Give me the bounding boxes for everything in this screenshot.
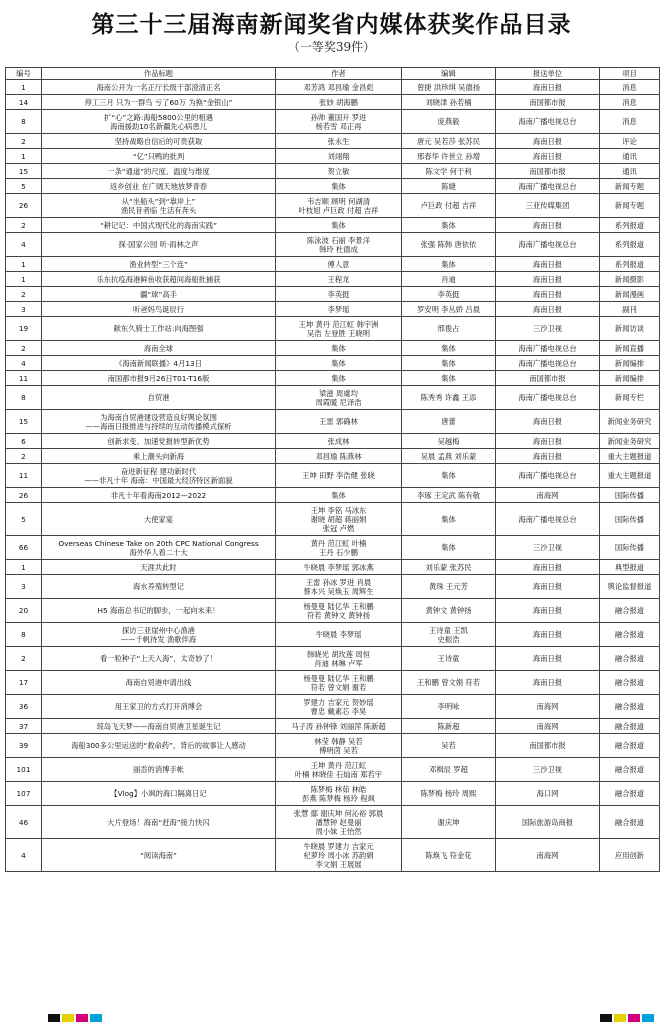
submitting-unit: 南国都市报 [496, 164, 600, 179]
author-names: 牛晓晨 李梦瑶 [276, 623, 402, 647]
work-title: Overseas Chinese Take on 20th CPC National Congress 海外华人看二十大 [42, 536, 276, 560]
editor-names: 邢春华 许世立 孙增 [402, 149, 496, 164]
table-row [6, 371, 660, 386]
table-row [6, 134, 660, 149]
work-title: 海船300多公里运送的“救命药”，背后的故事让人感动 [42, 734, 276, 758]
editor-names: 刘乐蒙 张苏民 [402, 560, 496, 575]
submitting-unit: 海南日报 [496, 302, 600, 317]
work-title: 停工三月 只为一群鸟 亏了60万 为换“金银山” [42, 95, 276, 110]
table-row [6, 317, 660, 341]
award-category: 新闻编排 [600, 371, 660, 386]
work-title: “耕记记：中国式现代化的海南实践” [42, 218, 276, 233]
editor-names: 陈婕 [402, 179, 496, 194]
table-row [6, 806, 660, 839]
submitting-unit: 海南日报 [496, 623, 600, 647]
row-number: 4 [6, 839, 42, 872]
work-title: 一条“通道”的尺度、温度与维度 [42, 164, 276, 179]
author-names: 傅人意 [276, 257, 402, 272]
editor-names: 罗安明 李丛娇 吕晨 [402, 302, 496, 317]
submitting-unit: 三亚传媒集团 [496, 194, 600, 218]
award-category: 应用创新 [600, 839, 660, 872]
row-number: 1 [6, 560, 42, 575]
author-names: 林莹 韩静 吴若 傅明茵 吴若 [276, 734, 402, 758]
author-names: 牛晓晨 罗建力 吉家元 杞萝玲 周小冰 苏韵娟 李文娟 王展展 [276, 839, 402, 872]
author-names: 王坤 黄丹 范江虹 韩宇洲 吴浩 左登胜 王晓明 [276, 317, 402, 341]
author-names: 集体 [276, 356, 402, 371]
submitting-unit: 海南日报 [496, 134, 600, 149]
editor-names: 陈梦梅 杨玲 周熙 [402, 782, 496, 806]
submitting-unit: 海南日报 [496, 671, 600, 695]
row-number: 2 [6, 218, 42, 233]
editor-names: 集体 [402, 218, 496, 233]
award-category: 通讯 [600, 149, 660, 164]
table-row [6, 356, 660, 371]
author-names: 邓昌瑜 陈燕林 [276, 449, 402, 464]
row-number: 8 [6, 623, 42, 647]
award-category: 融合报道 [600, 782, 660, 806]
row-number: 14 [6, 95, 42, 110]
table-row [6, 233, 660, 257]
work-title: “阅读海南” [42, 839, 276, 872]
submitting-unit: 海南广播电视总台 [496, 233, 600, 257]
table-row [6, 434, 660, 449]
award-category: 消息 [600, 80, 660, 95]
work-title: 海南公开为一名正厅长级干部澄清正名 [42, 80, 276, 95]
row-number: 11 [6, 464, 42, 488]
award-category: 通讯 [600, 164, 660, 179]
submitting-unit: 海南日报 [496, 149, 600, 164]
row-number: 46 [6, 806, 42, 839]
table-row [6, 272, 660, 287]
submitting-unit: 南海网 [496, 719, 600, 734]
author-names: 邓芳鸿 邓昌瑜 金昌彪 [276, 80, 402, 95]
table-row [6, 623, 660, 647]
award-category: 新闻专题 [600, 194, 660, 218]
work-title: 探访三亚崖州中心渔港 ——千帆待发 渔歌伴海 [42, 623, 276, 647]
award-category: 新闻编排 [600, 356, 660, 371]
submitting-unit: 国际旅游岛商报 [496, 806, 600, 839]
table-row [6, 341, 660, 356]
award-category: 新闻摄影 [600, 272, 660, 287]
color-swatch [48, 1014, 60, 1022]
column-header-unit: 报送单位 [496, 68, 600, 80]
work-title: 扩“心”之路:海船5800公里的相遇 海南援助10名新疆先心病患儿 [42, 110, 276, 134]
row-number: 2 [6, 287, 42, 302]
work-title: “亿”只鸭的批判 [42, 149, 276, 164]
print-color-marks-left [48, 1014, 102, 1024]
editor-names: 集体 [402, 536, 496, 560]
table-row [6, 488, 660, 503]
author-names: 集体 [276, 371, 402, 386]
row-number: 26 [6, 194, 42, 218]
work-title: 南国都市报9月26日T01-T16版 [42, 371, 276, 386]
work-title: H5 海南总书记的脚步，一起向未来！ [42, 599, 276, 623]
row-number: 3 [6, 575, 42, 599]
author-names: 韦吉顺 顾明 何湖清 叶枝旭 卢巨政 付超 吉祥 [276, 194, 402, 218]
table-row [6, 95, 660, 110]
award-category: 新闻访谈 [600, 317, 660, 341]
award-category: 系列报道 [600, 218, 660, 233]
row-number: 5 [6, 179, 42, 194]
table-row [6, 164, 660, 179]
work-title: 大片登场！海南“赶海”接力快闪 [42, 806, 276, 839]
author-names: 集体 [276, 488, 402, 503]
row-number: 3 [6, 302, 42, 317]
award-category: 融合报道 [600, 719, 660, 734]
editor-names: 黄钟文 黄钟扬 [402, 599, 496, 623]
row-number: 37 [6, 719, 42, 734]
row-number: 19 [6, 317, 42, 341]
editor-names: 张强 陈韩 唐依依 [402, 233, 496, 257]
row-number: 15 [6, 164, 42, 179]
work-title: 返乡创业 在广阔天地放梦青春 [42, 179, 276, 194]
award-category: 融合报道 [600, 734, 660, 758]
work-title: 自贸港 [42, 386, 276, 410]
author-names: 王坤 田野 李浩健 张晓 [276, 464, 402, 488]
row-number: 5 [6, 503, 42, 536]
author-names: 杨曼曼 陆亿华 王和鹏 符若 曾文娟 谢若 [276, 671, 402, 695]
author-names: 梁滋 周虞均 周霞暖 尼泽浩 [276, 386, 402, 410]
submitting-unit: 南海网 [496, 839, 600, 872]
row-number: 1 [6, 149, 42, 164]
color-swatch [614, 1014, 626, 1022]
row-number: 6 [6, 434, 42, 449]
award-category: 融合报道 [600, 623, 660, 647]
editor-names: 李英挺 [402, 287, 496, 302]
editor-names: 陈焕飞 符金花 [402, 839, 496, 872]
submitting-unit: 海南日报 [496, 647, 600, 671]
work-title: 渔业转型“三个连” [42, 257, 276, 272]
submitting-unit: 海南日报 [496, 80, 600, 95]
editor-names: 集体 [402, 257, 496, 272]
table-row [6, 218, 660, 233]
editor-names: 谢庆坤 [402, 806, 496, 839]
submitting-unit: 海南日报 [496, 599, 600, 623]
work-title: 从“坐船头”到“靠岸上” 渔民昔者临 生活有奔头 [42, 194, 276, 218]
work-title: 大使家宴 [42, 503, 276, 536]
author-names: 刘翊翔 [276, 149, 402, 164]
editor-names: 王诗童 王凯 史振浩 [402, 623, 496, 647]
work-title: 听爸妈鸟诞辰行 [42, 302, 276, 317]
work-title: 创新求变、加速党报转型新优势 [42, 434, 276, 449]
submitting-unit: 海南日报 [496, 257, 600, 272]
award-category: 新闻专题 [600, 179, 660, 194]
work-title: 【Vlog】小飒的海口隔离日记 [42, 782, 276, 806]
award-category: 系列报道 [600, 233, 660, 257]
award-category: 副刊 [600, 302, 660, 317]
row-number: 15 [6, 410, 42, 434]
row-number: 36 [6, 695, 42, 719]
work-title: 探·国家公园 听·雨林之声 [42, 233, 276, 257]
submitting-unit: 南海网 [496, 488, 600, 503]
editor-names: 陈新超 [402, 719, 496, 734]
author-names: 李英挺 [276, 287, 402, 302]
author-names: 孙帅 董国升 罗进 杨若雪 邓正再 [276, 110, 402, 134]
submitting-unit: 海南广播电视总台 [496, 464, 600, 488]
award-category: 融合报道 [600, 695, 660, 719]
table-row [6, 80, 660, 95]
table-row [6, 449, 660, 464]
work-title: 丽岙的消博手帐 [42, 758, 276, 782]
color-swatch [90, 1014, 102, 1022]
award-category: 系列报道 [600, 257, 660, 272]
submitting-unit: 海南日报 [496, 560, 600, 575]
table-row [6, 575, 660, 599]
submitting-unit: 海南广播电视总台 [496, 110, 600, 134]
work-title: 看一粒种子“上天入海”，太奇妙了！ [42, 647, 276, 671]
author-names: 贺立敏 [276, 164, 402, 179]
work-title: 海南全球 [42, 341, 276, 356]
table-row [6, 386, 660, 410]
submitting-unit: 海南日报 [496, 575, 600, 599]
author-names: 集体 [276, 218, 402, 233]
editor-names: 王和鹏 曾文娟 符若 [402, 671, 496, 695]
row-number: 4 [6, 233, 42, 257]
award-category: 国际传播 [600, 536, 660, 560]
page-title: 第三十三届海南新闻奖省内媒体获奖作品目录 [91, 12, 572, 38]
row-number: 1 [6, 80, 42, 95]
author-names: 集体 [276, 341, 402, 356]
editor-names: 集体 [402, 371, 496, 386]
award-category: 新闻直播 [600, 341, 660, 356]
submitting-unit: 海南广播电视总台 [496, 179, 600, 194]
color-swatch [600, 1014, 612, 1022]
author-names: 陈梦梅 林茹 林皓 彭燕 陈梦梅 杨玲 程飒 [276, 782, 402, 806]
submitting-unit: 三沙卫视 [496, 317, 600, 341]
editor-names: 王诗童 [402, 647, 496, 671]
row-number: 66 [6, 536, 42, 560]
color-swatch [62, 1014, 74, 1022]
work-title: 疆“球”高手 [42, 287, 276, 302]
editor-names: 唐蕾 [402, 410, 496, 434]
work-title: 为海南自贸港建设营造良好舆论氛围 ——海南日报推进与持续的互动传播模式探析 [42, 410, 276, 434]
table-row [6, 257, 660, 272]
editor-names: 集体 [402, 464, 496, 488]
table-row [6, 110, 660, 134]
editor-names: 曾捷 洪珍琪 吴德扬 [402, 80, 496, 95]
submitting-unit: 海南广播电视总台 [496, 341, 600, 356]
submitting-unit: 海南日报 [496, 287, 600, 302]
row-number: 2 [6, 647, 42, 671]
table-row [6, 503, 660, 536]
editor-names: 邓楫辰 罗超 [402, 758, 496, 782]
author-names: 王坤 黄丹 范江虹 叶楠 林晓佳 石灿南 郑若宇 [276, 758, 402, 782]
table-row [6, 410, 660, 434]
author-names: 王雷 郭确林 [276, 410, 402, 434]
work-title: 琼岛飞天梦——海南自贸港卫星诞生记 [42, 719, 276, 734]
author-names: 张永生 [276, 134, 402, 149]
editor-names: 李琢 王定武 陈有敬 [402, 488, 496, 503]
author-names: 张妙 胡海鹏 [276, 95, 402, 110]
editor-names: 集体 [402, 503, 496, 536]
row-number: 107 [6, 782, 42, 806]
table-row [6, 194, 660, 218]
award-category: 典型报道 [600, 560, 660, 575]
work-title: 乐东抗疫海港鲜鱼收获超间海船批捕获 [42, 272, 276, 287]
award-category: 国际传播 [600, 503, 660, 536]
row-number: 39 [6, 734, 42, 758]
author-names: 陈泳波 石丽 李景洋 韩玲 杜德成 [276, 233, 402, 257]
table-header-row [6, 68, 660, 80]
editor-names: 吴晨 孟燕 刘乐蒙 [402, 449, 496, 464]
page-subtitle: （一等奖39件） [287, 40, 376, 54]
award-category: 融合报道 [600, 758, 660, 782]
awards-table [5, 67, 660, 872]
editor-names: 黄珠 王元芳 [402, 575, 496, 599]
row-number: 101 [6, 758, 42, 782]
table-row [6, 734, 660, 758]
work-title: 献东久骑士工作站:向海图强 [42, 317, 276, 341]
editor-names: 陈文学 何于利 [402, 164, 496, 179]
print-color-marks-right [600, 1014, 654, 1024]
color-swatch [76, 1014, 88, 1022]
work-title: 乘上潮头向新海 [42, 449, 276, 464]
row-number: 2 [6, 134, 42, 149]
author-names: 牛晓晨 李梦瑶 郭冰燕 [276, 560, 402, 575]
award-category: 融合报道 [600, 671, 660, 695]
row-number: 2 [6, 449, 42, 464]
table-row [6, 599, 660, 623]
row-number: 17 [6, 671, 42, 695]
submitting-unit: 海南广播电视总台 [496, 386, 600, 410]
author-names: 杨曼曼 陆亿华 王和鹏 符若 黄钟文 黄钟扬 [276, 599, 402, 623]
submitting-unit: 海南日报 [496, 449, 600, 464]
editor-names: 刘晓津 孙若楠 [402, 95, 496, 110]
row-number: 11 [6, 371, 42, 386]
editor-names: 集体 [402, 356, 496, 371]
row-number: 2 [6, 341, 42, 356]
editor-names: 邢俊占 [402, 317, 496, 341]
row-number: 26 [6, 488, 42, 503]
row-number: 4 [6, 356, 42, 371]
work-title: 海南自贸港申请出线 [42, 671, 276, 695]
work-title: 天涯共此时 [42, 560, 276, 575]
table-row [6, 536, 660, 560]
table-row [6, 782, 660, 806]
editor-names: 吴越梅 [402, 434, 496, 449]
award-category: 重大主题报道 [600, 449, 660, 464]
table-row [6, 695, 660, 719]
column-header-item: 项目 [600, 68, 660, 80]
row-number: 20 [6, 599, 42, 623]
work-title: 奋进新征程 建功新时代 ——非凡十年 海南：中国最大经济特区新面貌 [42, 464, 276, 488]
column-header-author: 作者 [276, 68, 402, 80]
work-title: 《海南新闻联播》4月13日 [42, 356, 276, 371]
table-row [6, 719, 660, 734]
author-names: 马子涛 孙钟锋 刘丽萍 陈新超 [276, 719, 402, 734]
author-names: 李梦瑶 [276, 302, 402, 317]
color-swatch [628, 1014, 640, 1022]
award-category: 舆论监督报道 [600, 575, 660, 599]
author-names: 王坤 李铭 马冰东 谢晓 胡超 蒋丽娟 张冠 卢燃 [276, 503, 402, 536]
table-row [6, 839, 660, 872]
author-names: 韩晓光 胡玫莲 周恒 肖迪 林琳 卢军 [276, 647, 402, 671]
award-category: 国际传播 [600, 488, 660, 503]
row-number: 1 [6, 272, 42, 287]
award-category: 重大主题报道 [600, 464, 660, 488]
award-category: 融合报道 [600, 806, 660, 839]
table-row [6, 287, 660, 302]
award-category: 融合报道 [600, 599, 660, 623]
award-category: 消息 [600, 95, 660, 110]
editor-names: 卢巨政 付超 吉祥 [402, 194, 496, 218]
editor-names: 庞燕毅 [402, 110, 496, 134]
author-names: 王程龙 [276, 272, 402, 287]
submitting-unit: 三沙卫视 [496, 758, 600, 782]
work-title: 非凡十年看海南2012—2022 [42, 488, 276, 503]
author-names: 集体 [276, 179, 402, 194]
table-row [6, 149, 660, 164]
submitting-unit: 海南日报 [496, 410, 600, 434]
submitting-unit: 南海网 [496, 695, 600, 719]
column-header-title: 作品标题 [42, 68, 276, 80]
column-header-editor: 编辑 [402, 68, 496, 80]
table-row [6, 560, 660, 575]
submitting-unit: 海南日报 [496, 272, 600, 287]
submitting-unit: 海口网 [496, 782, 600, 806]
award-category: 新闻漫画 [600, 287, 660, 302]
author-names: 张慧 鄢 谢庆坤 何沁裕 郭晨 潘慧钟 赵曼丽 周小妹 王怡然 [276, 806, 402, 839]
table-row [6, 179, 660, 194]
award-category: 新闻业务研究 [600, 434, 660, 449]
submitting-unit: 海南日报 [496, 218, 600, 233]
table-row [6, 302, 660, 317]
work-title: 坚持战略自信后的可贵获取 [42, 134, 276, 149]
author-names: 黄丹 范江虹 叶楠 王丹 石少鹏 [276, 536, 402, 560]
submitting-unit: 南国都市报 [496, 734, 600, 758]
award-category: 新闻专栏 [600, 386, 660, 410]
work-title: 海水养殖转型记 [42, 575, 276, 599]
submitting-unit: 海南广播电视总台 [496, 356, 600, 371]
row-number: 8 [6, 110, 42, 134]
editor-names: 李明咏 [402, 695, 496, 719]
table-row [6, 464, 660, 488]
submitting-unit: 三沙卫视 [496, 536, 600, 560]
submitting-unit: 海南日报 [496, 434, 600, 449]
table-row [6, 671, 660, 695]
submitting-unit: 南国都市报 [496, 95, 600, 110]
author-names: 王雷 孙冰 罗进 肖晨 蔡本兴 吴焕玉 周辉生 [276, 575, 402, 599]
row-number: 1 [6, 257, 42, 272]
table-row [6, 758, 660, 782]
editor-names: 唐元 吴若莎 张苏民 [402, 134, 496, 149]
award-category: 新闻业务研究 [600, 410, 660, 434]
award-category: 消息 [600, 110, 660, 134]
editor-names: 陈秀秀 许鑫 王添 [402, 386, 496, 410]
editor-names: 集体 [402, 341, 496, 356]
author-names: 罗建力 吉家元 贺妙瑶 曹忠 戴素芯 李昊 [276, 695, 402, 719]
editor-names: 吴若 [402, 734, 496, 758]
work-title: 用王家卫的方式打开消博会 [42, 695, 276, 719]
award-category: 评论 [600, 134, 660, 149]
row-number: 8 [6, 386, 42, 410]
submitting-unit: 海南广播电视总台 [496, 503, 600, 536]
color-swatch [642, 1014, 654, 1022]
author-names: 张成林 [276, 434, 402, 449]
table-row [6, 647, 660, 671]
submitting-unit: 南国都市报 [496, 371, 600, 386]
editor-names: 肖迪 [402, 272, 496, 287]
award-category: 融合报道 [600, 647, 660, 671]
column-header-number: 编号 [6, 68, 42, 80]
